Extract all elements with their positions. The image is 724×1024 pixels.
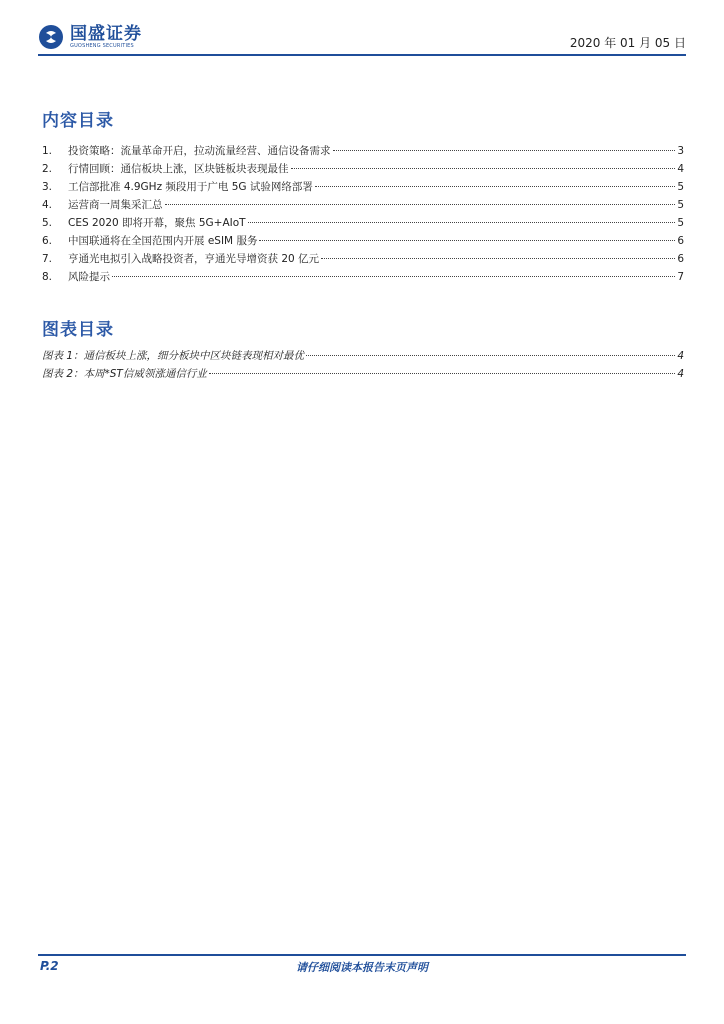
figure-item[interactable] — [42, 348, 684, 366]
toc-leader — [248, 222, 676, 223]
toc-item-number: 5. — [42, 217, 53, 229]
toc-item-page: 3 — [677, 145, 684, 157]
toc-item-page: 5 — [677, 217, 684, 229]
toc-item-number: 1. — [42, 145, 53, 157]
toc-list — [42, 143, 684, 287]
toc-item[interactable] — [42, 197, 684, 215]
toc-item[interactable] — [42, 251, 684, 269]
toc-leader — [315, 186, 675, 187]
toc-leader — [209, 373, 675, 374]
report-date: 2020 年 01 月 05 日 — [569, 36, 686, 50]
page-number: P.2 — [40, 959, 59, 973]
toc-item[interactable] — [42, 179, 684, 197]
figures-heading: 图表目录 — [42, 320, 114, 340]
toc-item[interactable] — [42, 269, 684, 287]
toc-item-page: 4 — [677, 163, 684, 175]
figure-item-page: 4 — [677, 368, 684, 380]
toc-item[interactable] — [42, 143, 684, 161]
toc-leader — [306, 355, 675, 356]
toc-item-number: 4. — [42, 199, 53, 211]
header-divider — [38, 54, 686, 56]
page-header — [38, 22, 686, 54]
disclaimer-note: 请仔细阅读本报告末页声明 — [296, 961, 428, 974]
logo-text: 国盛证券 — [70, 23, 142, 44]
toc-leader — [112, 276, 675, 277]
logo-subtext: GUOSHENG SECURITIES — [70, 42, 134, 49]
figure-item-title: 图表 1：通信板块上涨，细分板块中区块链表现相对最优 — [42, 350, 305, 362]
toc-item-title: CES 2020 即将开幕，聚焦 5G+AIoT — [68, 217, 246, 229]
toc-leader — [259, 240, 675, 241]
toc-leader — [291, 168, 676, 169]
toc-item-title: 工信部批准 4.9GHz 频段用于广电 5G 试验网络部署 — [68, 181, 313, 193]
toc-item-title: 中国联通将在全国范围内开展 eSIM 服务 — [68, 235, 258, 247]
toc-item-page: 5 — [677, 181, 684, 193]
figure-item[interactable] — [42, 366, 684, 384]
toc-item[interactable] — [42, 233, 684, 251]
toc-item-number: 6. — [42, 235, 53, 247]
toc-leader — [165, 204, 676, 205]
toc-item[interactable] — [42, 215, 684, 233]
toc-item-number: 8. — [42, 271, 53, 283]
figure-item-title: 图表 2：本周*ST信威领涨通信行业 — [42, 368, 207, 380]
footer-divider — [38, 954, 686, 956]
company-logo — [38, 22, 142, 52]
toc-leader — [321, 258, 675, 259]
toc-item-page: 6 — [677, 235, 684, 247]
toc-item-number: 2. — [42, 163, 53, 175]
toc-item-title: 行情回顾：通信板块上涨，区块链板块表现最佳 — [68, 163, 289, 175]
toc-item-title: 运营商一周集采汇总 — [68, 199, 163, 211]
toc-item-title: 风险提示 — [68, 271, 110, 283]
toc-item-page: 5 — [677, 199, 684, 211]
toc-item[interactable] — [42, 161, 684, 179]
toc-item-title: 亨通光电拟引入战略投资者，亨通光导增资获 20 亿元 — [68, 253, 320, 265]
figures-list — [42, 348, 684, 384]
toc-heading: 内容目录 — [42, 111, 114, 131]
toc-item-number: 7. — [42, 253, 53, 265]
toc-leader — [333, 150, 676, 151]
toc-item-title: 投资策略：流量革命开启，拉动流量经营、通信设备需求 — [68, 145, 331, 157]
figure-item-page: 4 — [677, 350, 684, 362]
logo-icon — [38, 24, 64, 50]
toc-item-page: 6 — [677, 253, 684, 265]
toc-item-page: 7 — [677, 271, 684, 283]
toc-item-number: 3. — [42, 181, 53, 193]
